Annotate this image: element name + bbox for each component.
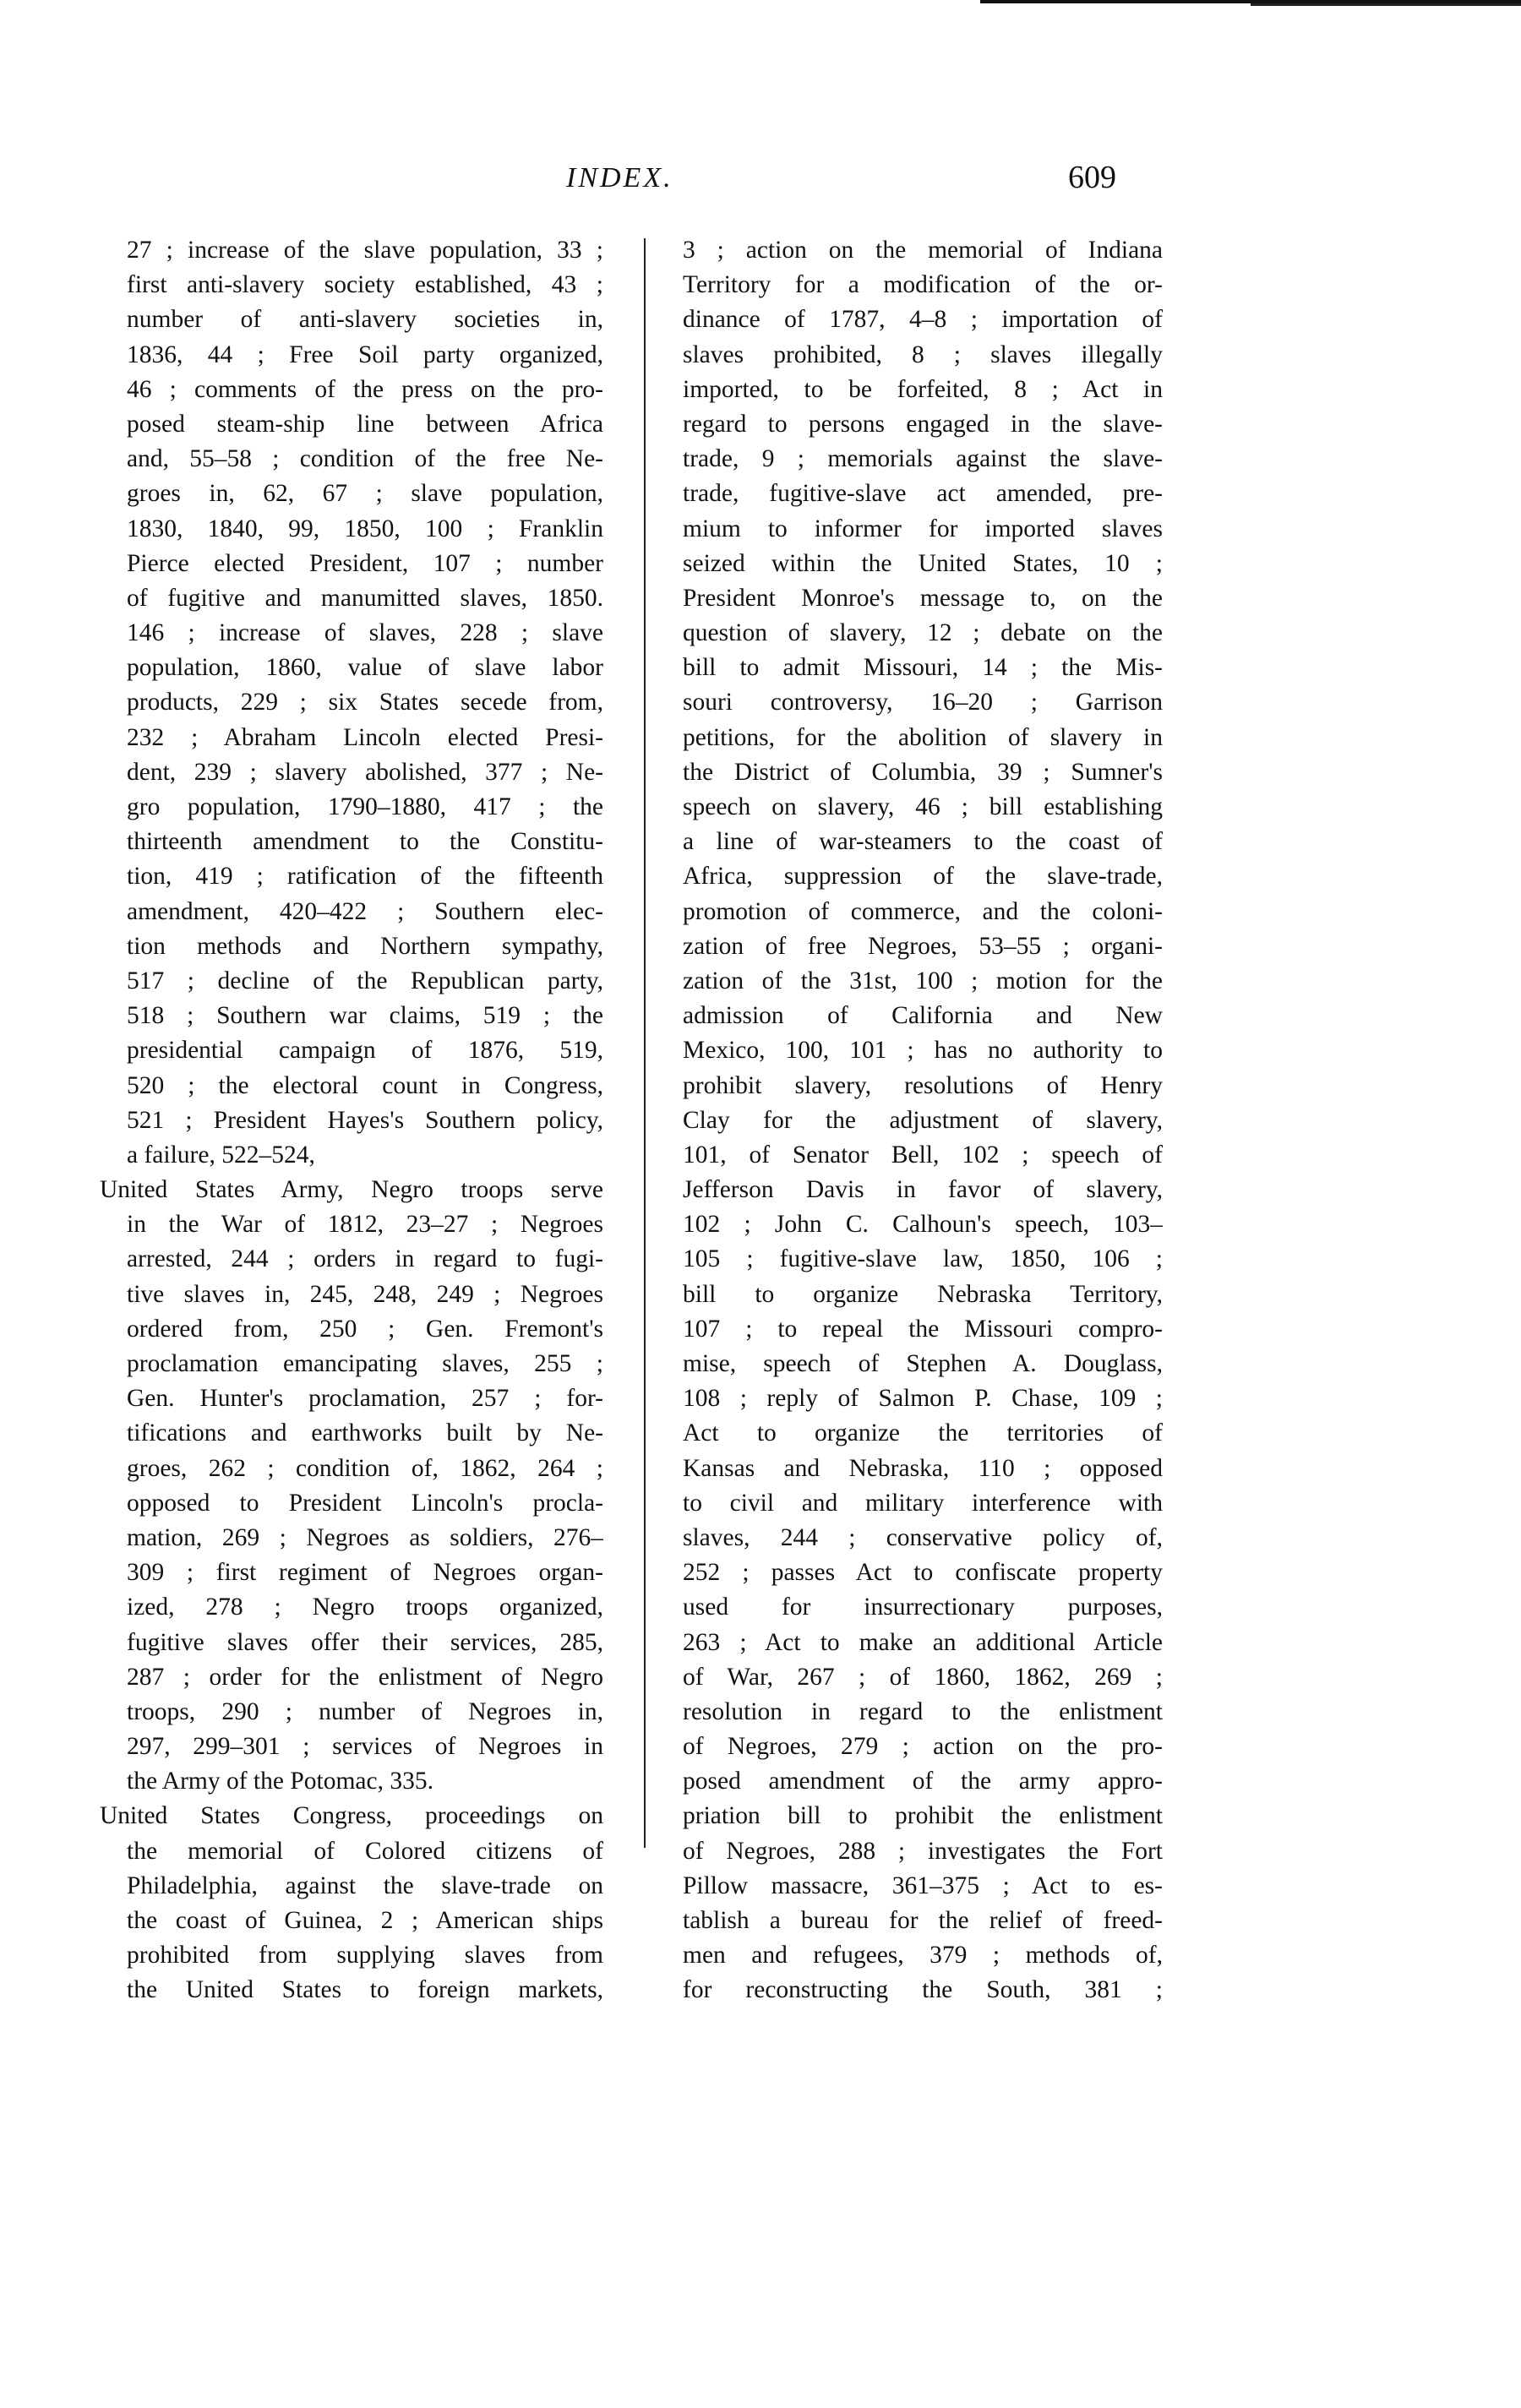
index-line: 521 ; President Hayes's Southern policy,: [127, 1106, 603, 1134]
index-line: thirteenth amendment to the Constitu-: [127, 828, 603, 856]
index-line: seized within the United States, 10 ;: [683, 549, 1163, 577]
index-line: tion, 419 ; ratification of the fifteenth: [127, 863, 603, 891]
index-line: slaves prohibited, 8 ; slaves illegally: [683, 340, 1163, 368]
index-line: Territory for a modification of the or-: [683, 271, 1163, 299]
index-line: Gen. Hunter's proclamation, 257 ; for-: [127, 1385, 603, 1413]
index-line: Kansas and Nebraska, 110 ; opposed: [683, 1454, 1163, 1482]
index-line: admission of California and New: [683, 1002, 1163, 1030]
index-line: question of slavery, 12 ; debate on the: [683, 619, 1163, 647]
index-line: 287 ; order for the enlistment of Negro: [127, 1663, 603, 1691]
index-line: Pillow massacre, 361–375 ; Act to es-: [683, 1871, 1163, 1899]
index-line: 309 ; first regiment of Negroes organ-: [127, 1559, 603, 1587]
index-line: petitions, for the abolition of slavery in: [683, 723, 1163, 751]
index-line: troops, 290 ; number of Negroes in,: [127, 1697, 603, 1725]
index-line: number of anti-slavery societies in,: [127, 306, 603, 334]
index-line: 105 ; fugitive-slave law, 1850, 106 ;: [683, 1245, 1163, 1273]
index-line: Mexico, 100, 101 ; has no authority to: [683, 1037, 1163, 1065]
index-line: posed steam-ship line between Africa: [127, 410, 603, 438]
scan-edge-rule-secondary: [1251, 3, 1521, 6]
index-line: 146 ; increase of slaves, 228 ; slave: [127, 619, 603, 647]
index-line: 108 ; reply of Salmon P. Chase, 109 ;: [683, 1385, 1163, 1413]
index-line: Act to organize the territories of: [683, 1419, 1163, 1447]
index-line: groes, 262 ; condition of, 1862, 264 ;: [127, 1454, 603, 1482]
index-line: products, 229 ; six States secede from,: [127, 689, 603, 716]
index-line: first anti-slavery society established, 43 ;: [127, 271, 603, 299]
index-line: promotion of commerce, and the coloni-: [683, 897, 1163, 925]
index-line: 3 ; action on the memorial of Indiana: [683, 237, 1163, 264]
index-line: Pierce elected President, 107 ; number: [127, 549, 603, 577]
index-line: mise, speech of Stephen A. Douglass,: [683, 1350, 1163, 1377]
index-line: 27 ; increase of the slave population, 33 ;: [127, 237, 603, 264]
index-line: presidential campaign of 1876, 519,: [127, 1037, 603, 1065]
index-line: mium to informer for imported slaves: [683, 515, 1163, 542]
index-line: 107 ; to repeal the Missouri compro-: [683, 1315, 1163, 1343]
running-head: [0, 152, 1521, 203]
index-line: Clay for the adjustment of slavery,: [683, 1106, 1163, 1134]
index-line: 297, 299–301 ; services of Negroes in: [127, 1733, 603, 1761]
index-line: mation, 269 ; Negroes as soldiers, 276–: [127, 1523, 603, 1551]
index-line: trade, fugitive-slave act amended, pre-: [683, 480, 1163, 508]
index-line: a failure, 522–524,: [127, 1141, 315, 1169]
index-line: 517 ; decline of the Republican party,: [127, 967, 603, 994]
index-line: 46 ; comments of the press on the pro-: [127, 375, 603, 403]
index-line: the coast of Guinea, 2 ; American ships: [127, 1907, 603, 1934]
index-line: priation bill to prohibit the enlistment: [683, 1802, 1163, 1830]
index-line: 1836, 44 ; Free Soil party organized,: [127, 340, 603, 368]
index-line: prohibit slavery, resolutions of Henry: [683, 1071, 1163, 1099]
index-line: 520 ; the electoral count in Congress,: [127, 1071, 603, 1099]
index-line: population, 1860, value of slave labor: [127, 654, 603, 682]
index-line: dinance of 1787, 4–8 ; importation of: [683, 306, 1163, 334]
index-line: used for insurrectionary purposes,: [683, 1594, 1163, 1621]
index-line: resolution in regard to the enlistment: [683, 1697, 1163, 1725]
index-line: President Monroe's message to, on the: [683, 584, 1163, 612]
index-line: souri controversy, 16–20 ; Garrison: [683, 689, 1163, 716]
index-line: opposed to President Lincoln's procla-: [127, 1489, 603, 1517]
index-line: 1830, 1840, 99, 1850, 100 ; Franklin: [127, 515, 603, 542]
index-line: the Army of the Potomac, 335.: [127, 1768, 433, 1795]
index-line: men and refugees, 379 ; methods of,: [683, 1942, 1163, 1969]
index-line: posed amendment of the army appro-: [683, 1768, 1163, 1795]
index-line: United States Congress, proceedings on: [100, 1802, 603, 1830]
index-line: regard to persons engaged in the slave-: [683, 410, 1163, 438]
index-line: bill to organize Nebraska Territory,: [683, 1280, 1163, 1308]
index-line: tablish a bureau for the relief of freed-: [683, 1907, 1163, 1934]
index-line: zation of free Negroes, 53–55 ; organi-: [683, 932, 1163, 960]
index-line: trade, 9 ; memorials against the slave-: [683, 445, 1163, 473]
index-line: 102 ; John C. Calhoun's speech, 103–: [683, 1211, 1163, 1239]
index-line: 252 ; passes Act to confiscate property: [683, 1559, 1163, 1587]
index-line: ordered from, 250 ; Gen. Fremont's: [127, 1315, 603, 1343]
index-line: the memorial of Colored citizens of: [127, 1837, 603, 1865]
index-line: in the War of 1812, 23–27 ; Negroes: [127, 1211, 603, 1239]
index-line: zation of the 31st, 100 ; motion for the: [683, 967, 1163, 994]
index-line: speech on slavery, 46 ; bill establishing: [683, 793, 1163, 820]
index-line: 518 ; Southern war claims, 519 ; the: [127, 1002, 603, 1030]
index-line: of Negroes, 288 ; investigates the Fort: [683, 1837, 1163, 1865]
index-line: fugitive slaves offer their services, 285,: [127, 1628, 603, 1656]
index-line: the United States to foreign markets,: [127, 1976, 603, 2004]
index-line: and, 55–58 ; condition of the free Ne-: [127, 445, 603, 473]
index-line: United States Army, Negro troops serve: [100, 1176, 603, 1204]
index-line: of War, 267 ; of 1860, 1862, 269 ;: [683, 1663, 1163, 1691]
index-line: of fugitive and manumitted slaves, 1850.: [127, 584, 603, 612]
index-line: arrested, 244 ; orders in regard to fugi-: [127, 1245, 603, 1273]
index-line: dent, 239 ; slavery abolished, 377 ; Ne-: [127, 758, 603, 786]
index-line: prohibited from supplying slaves from: [127, 1942, 603, 1969]
running-head-title: INDEX.: [566, 162, 673, 193]
page-number: 609: [1068, 160, 1116, 195]
index-line: for reconstructing the South, 381 ;: [683, 1976, 1163, 2004]
index-line: the District of Columbia, 39 ; Sumner's: [683, 758, 1163, 786]
index-line: slaves, 244 ; conservative policy of,: [683, 1523, 1163, 1551]
index-line: a line of war-steamers to the coast of: [683, 828, 1163, 856]
index-line: of Negroes, 279 ; action on the pro-: [683, 1733, 1163, 1761]
index-line: to civil and military interference with: [683, 1489, 1163, 1517]
index-line: Philadelphia, against the slave-trade on: [127, 1871, 603, 1899]
index-line: 232 ; Abraham Lincoln elected Presi-: [127, 723, 603, 751]
index-line: Africa, suppression of the slave-trade,: [683, 863, 1163, 891]
column-divider: [644, 238, 646, 1848]
index-line: imported, to be forfeited, 8 ; Act in: [683, 375, 1163, 403]
index-line: ized, 278 ; Negro troops organized,: [127, 1594, 603, 1621]
right-column: [683, 233, 1163, 2008]
left-column: [100, 233, 603, 2008]
index-line: Jefferson Davis in favor of slavery,: [683, 1176, 1163, 1204]
index-line: 101, of Senator Bell, 102 ; speech of: [683, 1141, 1163, 1169]
index-line: tion methods and Northern sympathy,: [127, 932, 603, 960]
index-line: amendment, 420–422 ; Southern elec-: [127, 897, 603, 925]
index-line: 263 ; Act to make an additional Article: [683, 1628, 1163, 1656]
index-line: bill to admit Missouri, 14 ; the Mis-: [683, 654, 1163, 682]
index-line: gro population, 1790–1880, 417 ; the: [127, 793, 603, 820]
index-line: proclamation emancipating slaves, 255 ;: [127, 1350, 603, 1377]
index-line: tive slaves in, 245, 248, 249 ; Negroes: [127, 1280, 603, 1308]
index-line: tifications and earthworks built by Ne-: [127, 1419, 603, 1447]
index-line: groes in, 62, 67 ; slave population,: [127, 480, 603, 508]
